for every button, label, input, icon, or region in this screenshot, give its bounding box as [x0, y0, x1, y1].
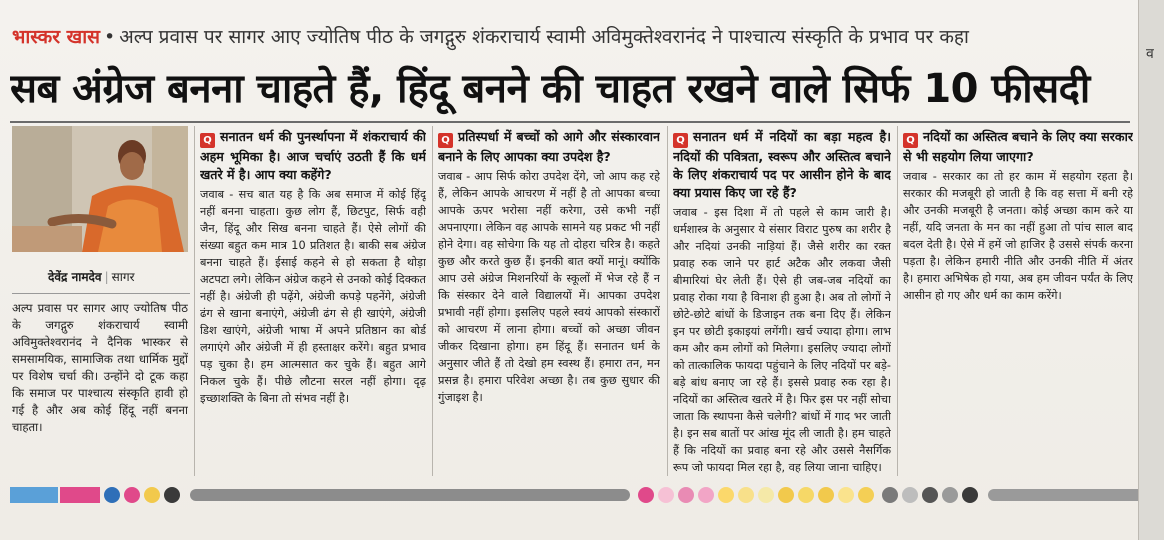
question-text: नदियों का अस्तित्व बचाने के लिए क्या सरकार से भी सहयोग लिया जाएगा? [903, 129, 1133, 164]
answer-text: जवाब - सरकार का तो हर काम में सहयोग रहता है। सरकार की मजबूरी हो जाती है कि वह सत्ता में बनी रहे और उनकी मजबूरी है जनता। कोई अच्छा काम करे या नहीं, यदि जनता के मन का नहीं हुआ तो पांच साल बाद बदल देती है। ऐसे में हमें जो हाजिर है उससे संपर्क करना पड़ता है। लेकिन हमारी नीति और उनकी नीति में अंतर है। हमारा अभिषेक हो गया, अब हम जीवन पर्यंत के लिए आसीन हो गए और धर्म का काम करेंगे। [903, 170, 1133, 302]
kicker-bullet: • [103, 26, 116, 48]
question-text: सनातन धर्म की पुनर्स्थापना में शंकराचार्य की अहम भूमिका है। आज चर्चाएं उठती हैं कि धर्म खतरे में है। आप क्या कहेंगे? [200, 129, 426, 182]
question-mark-icon: Q [903, 133, 918, 148]
question [438, 128, 660, 166]
byline-separator: | [104, 270, 109, 284]
qa-block-4 [903, 128, 1133, 474]
byline-name: देवेंद्र नामदेव [48, 270, 102, 284]
section-brand: भास्कर खास [12, 26, 100, 48]
column-rule [194, 126, 195, 476]
headline: सब अंग्रेज बनना चाहते हैं, हिंदू बनने की चाहत रखने वाले सिर्फ 10 फीसदी [10, 66, 1090, 112]
photo-shankaracharya [12, 126, 188, 252]
question-mark-icon: Q [438, 133, 453, 148]
headline-rule [10, 121, 1130, 123]
next-page-fragment: व [1146, 46, 1154, 62]
question-text: प्रतिस्पर्धा में बच्चों को आगे और संस्कारवान बनाने के लिए आपका क्या उपदेश है? [438, 129, 660, 164]
byline [48, 268, 198, 286]
kicker-text: अल्प प्रवास पर सागर आए ज्योतिष पीठ के जगद्गुरु शंकराचार्य स्वामी अविमुक्तेश्वरानंद ने पाश्चात्य संस्कृति के प्रभाव पर कहा [119, 26, 969, 48]
question-mark-icon: Q [200, 133, 215, 148]
adjacent-page-edge [1138, 0, 1164, 540]
intro-rule [12, 293, 190, 294]
question [903, 128, 1133, 166]
column-rule [667, 126, 668, 476]
question-text: सनातन धर्म में नदियों का बड़ा महत्व है। नदियों की पवित्रता, स्वरूप और अस्तित्व बचाने के लिए शंकराचार्य पद पर आसीन होने के बाद क्या प्रयास किए जा रहे हैं? [673, 129, 891, 200]
question [200, 128, 426, 184]
answer-text: जवाब - आप सिर्फ कोरा उपदेश देंगे, जो आप कह रहे हैं, लेकिन आपके आचरण में नहीं है तो आपका बच्चा आपके ऊपर भरोसा नहीं करेगा, उसे कभी नहीं अपनाएगा। लेकिन वह आपके सामने यह प्रकट भी नहीं होने देगा। वह सोचेगा कि यह तो दोहरा चरित्र है। कहते कुछ और करते कुछ हैं। इनकी बात क्यों मानूं। क्योंकि आप उसे अंग्रेज मिशनरियों के स्कूलों में भेज रहे हैं न कि संस्कार देने वाले विद्यालयों में। आपका उपदेश प्रभावी नहीं होगा। इसलिए पहले स्वयं आपको संस्कारों को आचरण में लाना होगा। बच्चों को अच्छा जीवन जीकर दिखाना होगा। हम हिंदू हैं। सनातन धर्म के अनुसार जीते हैं तो देखो हम स्वस्थ हैं। हमारा तन, मन प्रसन्न है। हमारा परिवेश अच्छा है। तब कुछ सुधार की गुंजाइश है। [438, 170, 660, 404]
decorative-footer-strip [10, 485, 1150, 505]
answer-text: जवाब - सच बात यह है कि अब समाज में कोई हिंदू नहीं बनना चाहता। कुछ लोग हैं, छिटपुट, सिर्फ वही जैन, हिंदू और सिख बनना चाहते हैं। ऐसे लोगों की संख्या बहुत कम मात्र 10 प्रतिशत है। बाकी सब अंग्रेज बनना चाहते हैं। ईसाई कहने से हो सकता है थोड़ा अटपटा लगे। लेकिन अंग्रेज कहने से उनको कोई दिक्कत नहीं है। अंग्रेजी ही पढ़ेंगे, अंग्रेजी कपड़े पहनेंगे, अंग्रेजी ढंग से खाना बनाएंगे, अंग्रेजी ढंग से ही खाएंगे, अंग्रेजी डिश खाएंगे, अंग्रेजी भाषा में अपने प्रतिष्ठान का बोर्ड लगाएंगे और अंग्रेजी में ही हस्ताक्षर करेंगे। बहुत प्रभाव पड़ चुका है। हम आत्मसात कर चुके हैं। बहुत आगे निकल चुके हैं। पीछे लौटना सरल नहीं होगा। दृढ़ इच्छाशक्ति के बिना तो संभव नहीं है। [200, 188, 426, 405]
qa-block-1 [200, 128, 426, 474]
column-rule [432, 126, 433, 476]
intro-paragraph [12, 300, 188, 475]
answer-text: जवाब - इस दिशा में तो पहले से काम जारी है। धर्मशास्त्र के अनुसार ये संसार विराट पुरुष का शरीर है और नदियां उनकी नाड़ियां हैं। जैसे शरीर का रक्त प्रवाह रुक जाने पर हार्ट अटैक और लकवा जैसी बीमारियां घेर लेती हैं। ऐसे ही जब-जब नदियों का प्रवाह रोका गया है विनाश ही हुआ है। अब तो लोगों ने छोटे-छोटे बांधों के डिजाइन तक बना दिए हैं। लेकिन इन पर छोटी इकाइयां लगेंगी। खर्च ज्यादा होगा। लाभ कम और कम लोगों को मिलेगा। इसलिए ज्यादा लोगों को तात्कालिक फायदा पहुंचाने के लिए नदियों पर बड़े-बड़े बांध बनाए जा रहे हैं। इससे प्रवाह रुक रहा है। नदियों का अस्तित्व खतरे में है। फिर इस पर नहीं सोचा जाता कि स्थापना कैसे चलेगी? बांधों में गाद भर जाती है। इन सब बातों पर आंख मूंद ली जाती है। हम चाहते हैं कि नदियों का प्रवाह बना रहे और उससे नैसर्गिक रूप जो फायदा मिल रहा है, वह लिया जाना चाहिए। [673, 206, 891, 474]
qa-block-3 [673, 128, 891, 474]
kicker-line [12, 22, 1132, 52]
byline-place: सागर [111, 270, 135, 284]
question-mark-icon: Q [673, 133, 688, 148]
question [673, 128, 891, 202]
intro-text: अल्प प्रवास पर सागर आए ज्योतिष पीठ के जगद्गुरु शंकराचार्य स्वामी अविमुक्तेश्वरानंद ने दैनिक भास्कर से समसामयिक, सामाजिक तथा धार्मिक मुद्दों पर विशेष चर्चा की। उन्होंने दो टूक कहा कि समाज पर पाश्चात्य संस्कृति हावी हो गई है और अब कोई हिंदू नहीं बनना चाहता। [12, 301, 188, 434]
qa-block-2 [438, 128, 660, 474]
column-rule [897, 126, 898, 476]
